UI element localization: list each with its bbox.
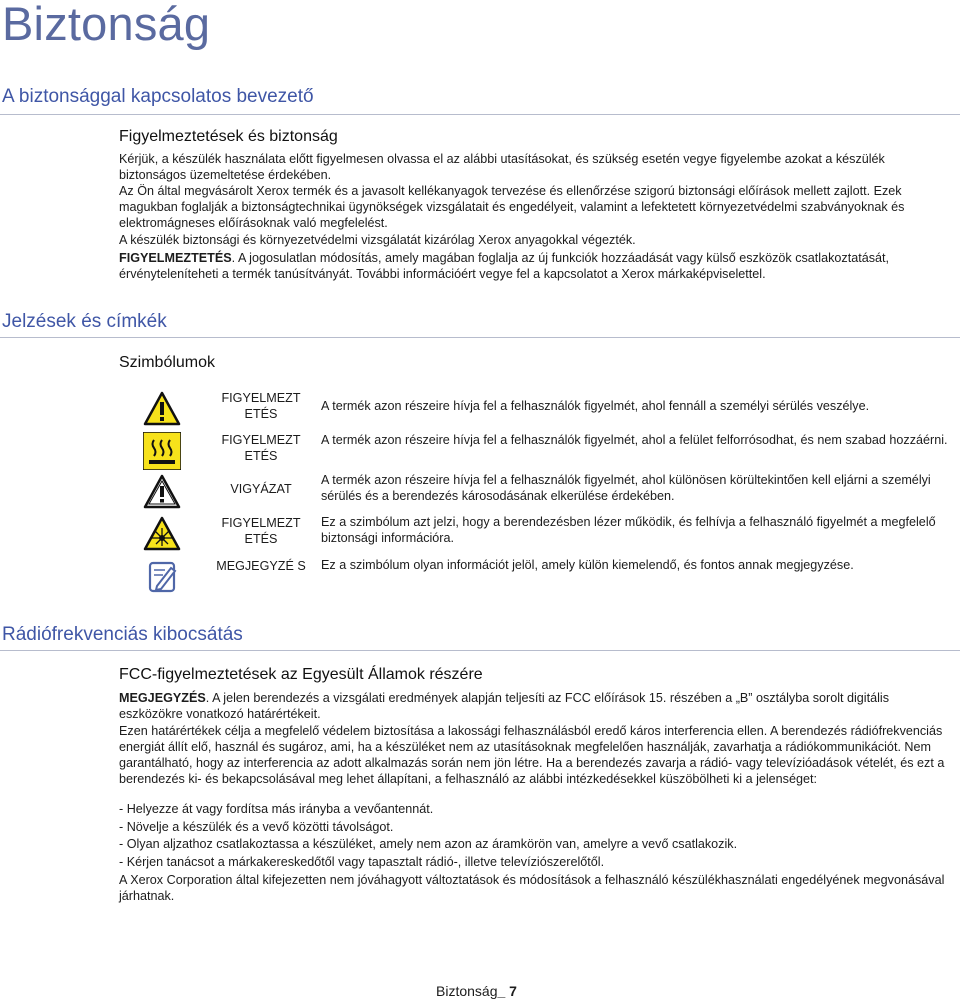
- symbol-row: [119, 430, 955, 472]
- symbol-description: A termék azon részeire hívja fel a felhasználók figyelmét, ahol különösen körültekintően kell eljárni a személyi sérülés és a berendezés károsodásának elkerülése érdekében.: [321, 473, 931, 503]
- section-heading-intro: A biztonsággal kapcsolatos bevezető: [2, 86, 314, 107]
- rf-list-item: - Helyezze át vagy fordítsa más irányba a vevőantennát.: [119, 802, 434, 816]
- symbol-name: FIGYELMEZT ETÉS: [221, 391, 301, 421]
- symbol-name: FIGYELMEZT ETÉS: [221, 516, 301, 546]
- rf-list-item: - Növelje a készülék és a vevő közötti távolságot.: [119, 820, 394, 834]
- rf-list-item: - Kérjen tanácsot a márkakereskedőtől vagy tapasztalt rádió-, illetve televíziószerelőtől.: [119, 855, 605, 869]
- intro-paragraph-4: [119, 250, 955, 282]
- subheading-fcc: FCC-figyelmeztetések az Egyesült Államok részére: [119, 666, 483, 683]
- subheading-warnings: Figyelmeztetések és biztonság: [119, 128, 338, 145]
- page-title: Biztonság: [2, 0, 211, 50]
- symbol-description: Ez a szimbólum olyan információt jelöl, amely külön kiemelendő, és fontos annak megjegyzése.: [321, 558, 854, 572]
- symbol-row: [119, 471, 955, 513]
- footer-label: Biztonság: [436, 983, 498, 999]
- rf-paragraph-1: [119, 690, 955, 722]
- rf-paragraph-2: Ezen határértékek célja a megfelelő védelem biztosítása a lakossági felhasználásból eredő káros interferencia ellen. A berendezés rádiófrekvenciás energiát állít elő, használ és sugároz, ami, ha a készüléket nem az utasításoknak megfelelően használják, zavarhatja a rádiókommunikációt. Nem garantálható, hogy az interferencia az adott alkalmazás során nem jön létre. Ha a berendezés zavarja a rádió- vagy televízióadások vételét, és ezt a berendezés ki- és bekapcsolásával meg lehet állapítani, a felhasználó az alábbi intézkedésekkel küszöbölheti ki a jelenséget:: [119, 724, 945, 786]
- subheading-symbols: Szimbólumok: [119, 354, 216, 371]
- intro-paragraph-3: A készülék biztonsági és környezetvédelmi vizsgálatát kizárólag Xerox anyagokkal végezték.: [119, 233, 636, 247]
- symbol-name: FIGYELMEZT ETÉS: [221, 433, 301, 463]
- page-number: _ 7: [497, 983, 517, 999]
- hot-surface-icon: [143, 432, 181, 470]
- symbol-description: A termék azon részeire hívja fel a felhasználók figyelmét, ahol fennáll a személyi sérülés veszélye.: [321, 399, 870, 413]
- laser-icon: [143, 515, 181, 553]
- note-text: . A jelen berendezés a vizsgálati eredmények alapján teljesíti az FCC előírások 15. részében a „B” osztályba sorolt digitális eszközökre vonatkozó határértékeit.: [119, 691, 889, 721]
- intro-paragraph-1: Kérjük, a készülék használata előtt figyelmesen olvassa el az alábbi utasításokat, és szükség esetén vegye figyelembe azokat a készülék biztonságos üzemeltetése érdekében.: [119, 152, 885, 182]
- symbol-row: [119, 388, 955, 430]
- symbol-row: [119, 556, 955, 598]
- section-heading-rf: Rádiófrekvenciás kibocsátás: [2, 624, 243, 645]
- page-footer: [436, 983, 517, 999]
- section-rule: [0, 337, 960, 338]
- rf-list-item: - Olyan aljzathoz csatlakoztassa a készüléket, amely nem azon az áramkörön van, amelyre a vevő csatlakozik.: [119, 837, 738, 851]
- warning-exclamation-icon: [143, 390, 181, 428]
- note-pencil-icon: [143, 558, 181, 596]
- section-heading-symbols: Jelzések és címkék: [2, 311, 167, 332]
- caution-outline-icon: [143, 473, 181, 511]
- note-label: MEGJEGYZÉS: [119, 691, 206, 705]
- symbol-name: VIGYÁZAT: [230, 482, 292, 496]
- section-rule: [0, 114, 960, 115]
- symbol-row: [119, 513, 955, 555]
- section-rule: [0, 650, 960, 651]
- symbol-description: Ez a szimbólum azt jelzi, hogy a berendezésben lézer működik, és felhívja a felhasználó figyelmét a megfelelő biztonsági információra.: [321, 515, 936, 545]
- rf-paragraph-3: A Xerox Corporation által kifejezetten nem jóváhagyott változtatások és módosítások a felhasználó készülékhasználati engedélyének megvonásával járhatnak.: [119, 873, 945, 903]
- warning-text: . A jogosulatlan módosítás, amely magában foglalja az új funkciók hozzáadását vagy külső eszközök csatlakoztatását, érvényteleníteheti a termék tanúsítványát. További információért vegye fel a kapcsolatot a Xerox márkaképviselettel.: [119, 251, 890, 281]
- intro-paragraph-2: Az Ön által megvásárolt Xerox termék és a javasolt kellékanyagok tervezése és ellenőrzése szigorú biztonsági előírások mellett zajlott. Ezek magukban foglalják a biztonságtechnikai ügynökségek vizsgálatait és engedélyeit, valamint a lefektetett környezetvédelmi szabványoknak és elektromágneses előírásoknak való megfelelést.: [119, 184, 905, 230]
- warning-label: FIGYELMEZTETÉS: [119, 251, 232, 265]
- symbol-description: A termék azon részeire hívja fel a felhasználók figyelmét, ahol a felület felforrósodhat, és nem szabad hozzáérni.: [321, 433, 948, 447]
- symbol-name: MEGJEGYZÉ S: [216, 559, 306, 573]
